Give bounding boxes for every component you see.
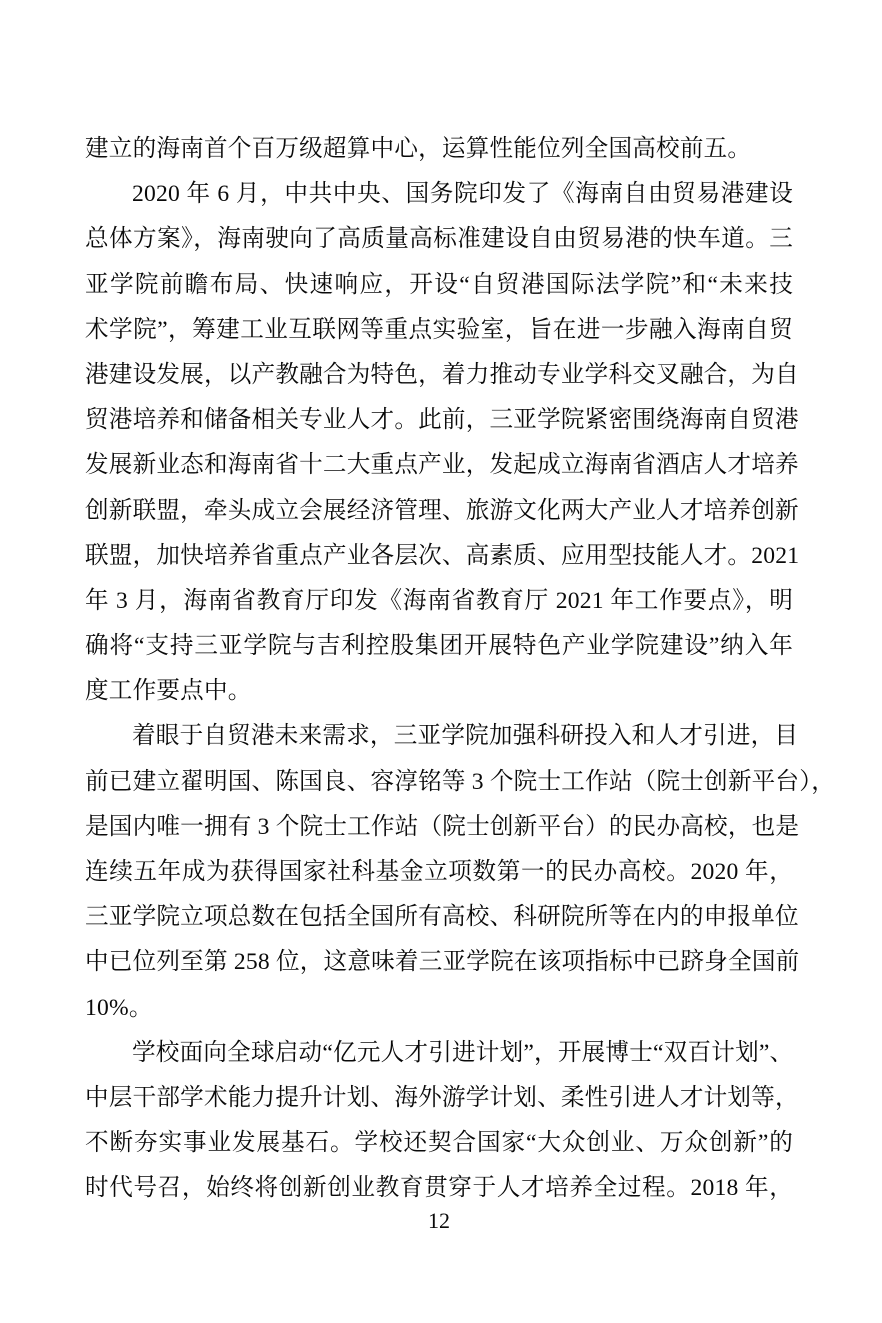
text-line: 联盟，加快培养省重点产业各层次、高素质、应用型技能人才。2021: [85, 542, 800, 569]
text-line: 度工作要点中。: [85, 678, 252, 705]
text-line: 不断夯实事业发展基石。学校还契合国家“大众创业、万众创新”的: [85, 1130, 793, 1157]
text-line: 是国内唯一拥有 3 个院士工作站（院士创新平台）的民办高校，也是: [85, 813, 800, 840]
paragraph: [85, 172, 800, 714]
text-line: 创新联盟，牵头成立会展经济管理、旅游文化两大产业人才培养创新: [85, 497, 799, 524]
text-line: 着眼于自贸港未来需求，三亚学院加强科研投入和人才引进，目: [132, 723, 799, 750]
text-line: 10%。: [85, 994, 153, 1021]
page-number: 12: [428, 1208, 450, 1233]
text-line: 时代号召，始终将创新创业教育贯穿于人才培养全过程。2018 年，: [85, 1175, 793, 1202]
text-line: 三亚学院立项总数在包括全国所有高校、科研院所等在内的申报单位: [85, 904, 799, 931]
text-line: 中层干部学术能力提升计划、海外游学计划、柔性引进人才计划等，: [85, 1084, 799, 1111]
text-line: 总体方案》，海南驶向了高质量高标准建设自由贸易港的快车道。三: [85, 226, 793, 253]
text-line: 亚学院前瞻布局、快速响应，开设“自贸港国际法学院”和“未来技: [85, 271, 793, 298]
text-line: 术学院”，筹建工业互联网等重点实验室，旨在进一步融入海南自贸: [85, 316, 793, 343]
text-line: 贸港培养和储备相关专业人才。此前，三亚学院紧密围绕海南自贸港: [85, 407, 799, 434]
text-line: 港建设发展，以产教融合为特色，着力推动专业学科交叉融合，为自: [85, 361, 799, 388]
text-line: 前已建立翟明国、陈国良、容淳铭等 3 个院士工作站（院士创新平台），: [85, 768, 835, 795]
text-line: 年 3 月，海南省教育厅印发《海南省教育厅 2021 年工作要点》，明: [85, 587, 793, 614]
text-line: 连续五年成为获得国家社科基金立项数第一的民办高校。2020 年，: [85, 859, 793, 885]
text-line: 中已位列至第 258 位，这意味着三亚学院在该项指标中已跻身全国前: [85, 949, 800, 976]
text-line: 建立的海南首个百万级超算中心，运算性能位列全国高校前五。: [85, 136, 752, 162]
paragraph: [85, 1031, 799, 1212]
text-line: 2020 年 6 月，中共中央、国务院印发了《海南自由贸易港建设: [132, 181, 793, 208]
document-body: [85, 127, 835, 1212]
text-line: 学校面向全球启动“亿元人才引进计划”，开展博士“双百计划”、: [132, 1039, 794, 1066]
paragraph: [85, 127, 793, 172]
text-line: 发展新业态和海南省十二大重点产业，发起成立海南省酒店人才培养: [85, 452, 799, 479]
paragraph: [85, 714, 835, 1030]
text-line: 确将“支持三亚学院与吉利控股集团开展特色产业学院建设”纳入年: [85, 633, 793, 660]
